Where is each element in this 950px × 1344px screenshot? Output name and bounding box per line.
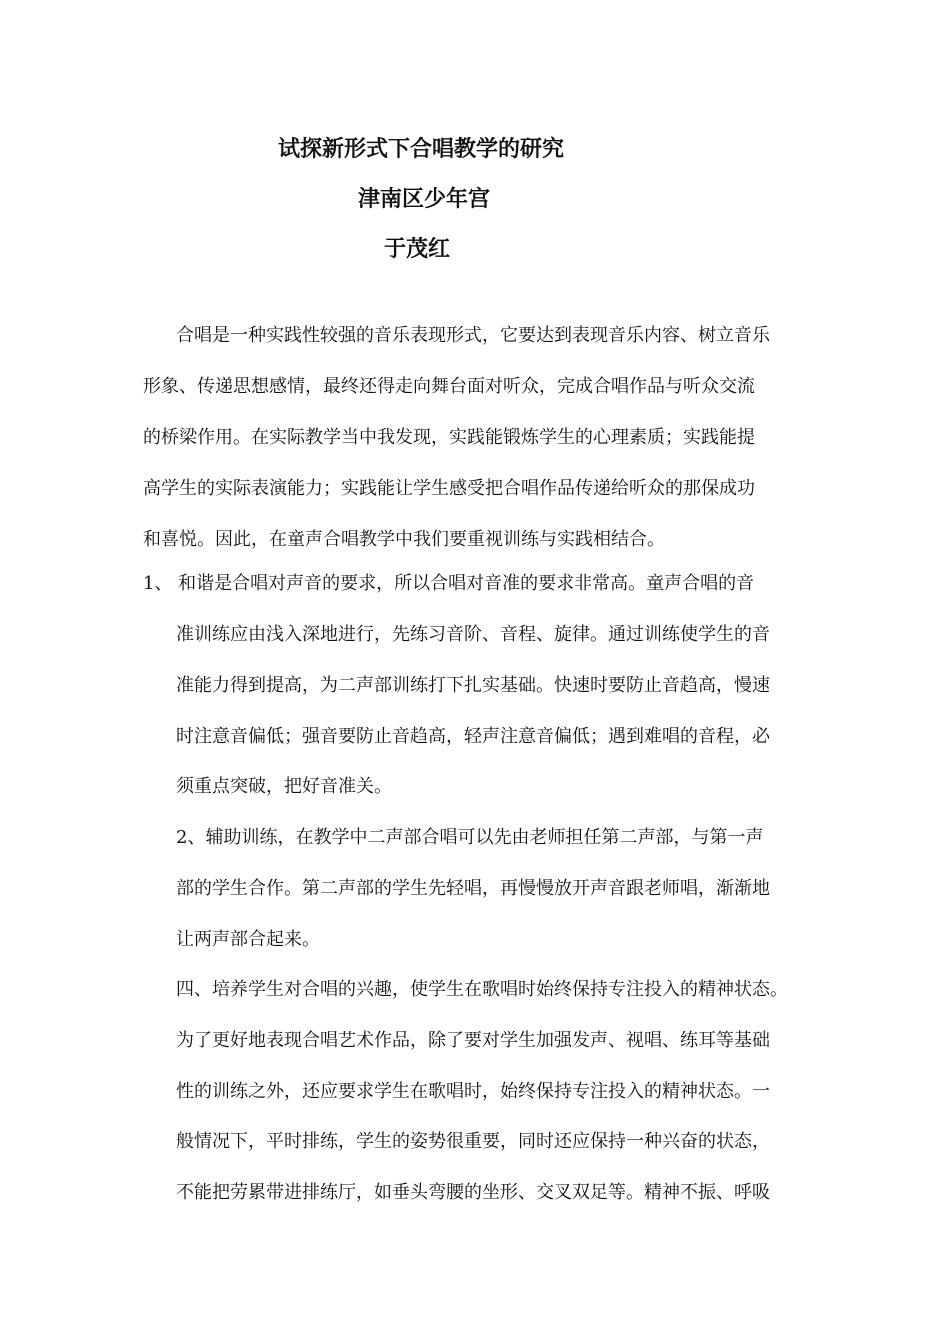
list-item-line: 让两声部合起来。: [176, 929, 320, 950]
document-title: 试探新形式下合唱教学的研究: [278, 137, 565, 162]
paragraph-line: 合唱是一种实践性较强的音乐表现形式，它要达到表现音乐内容、树立音乐: [176, 325, 770, 346]
list-item-line: 准训练应由浅入深地进行，先练习音阶、音程、旋律。通过训练使学生的音: [176, 624, 770, 645]
document-organization: 津南区少年宫: [358, 187, 491, 212]
list-item-line: 2、辅助训练，在教学中二声部合唱可以先由老师担任第二声部，与第一声: [176, 827, 764, 848]
paragraph-line: 不能把劳累带进排练厅，如垂头弯腰的坐形、交叉双足等。精神不振、呼吸: [176, 1182, 770, 1203]
list-item-line: 准能力得到提高，为二声部训练打下扎实基础。快速时要防止音趋高，慢速: [176, 675, 770, 696]
list-item-line: 须重点突破，把好音准关。: [176, 776, 392, 797]
list-item-line: 时注意音偏低；强音要防止音趋高，轻声注意音偏低；遇到难唱的音程，必: [176, 726, 770, 747]
paragraph-line: 为了更好地表现合唱艺术作品，除了要对学生加强发声、视唱、练耳等基础: [176, 1030, 770, 1051]
paragraph-line: 和喜悦。因此，在童声合唱教学中我们要重视训练与实践相结合。: [143, 529, 665, 550]
paragraph-line: 性的训练之外，还应要求学生在歌唱时，始终保持专注投入的精神状态。一: [176, 1081, 770, 1102]
list-item-line: 1、 和谐是合唱对声音的要求，所以合唱对音准的要求非常高。童声合唱的音: [143, 573, 755, 594]
document-author: 于茂红: [384, 237, 451, 262]
paragraph-line: 形象、传递思想感情，最终还得走向舞台面对听众，完成合唱作品与听众交流: [143, 376, 755, 397]
list-item-line: 部的学生合作。第二声部的学生先轻唱，再慢慢放开声音跟老师唱，渐渐地: [176, 878, 770, 899]
paragraph-line: 的桥梁作用。在实际教学当中我发现，实践能锻炼学生的心理素质；实践能提: [143, 427, 755, 448]
paragraph-line: 高学生的实际表演能力；实践能让学生感受把合唱作品传递给听众的那保成功: [143, 478, 755, 499]
section-heading-line: 四、培养学生对合唱的兴趣，使学生在歌唱时始终保持专注投入的精神状态。: [176, 979, 788, 1000]
paragraph-line: 般情况下，平时排练，学生的姿势很重要，同时还应保持一种兴奋的状态，: [176, 1131, 770, 1152]
